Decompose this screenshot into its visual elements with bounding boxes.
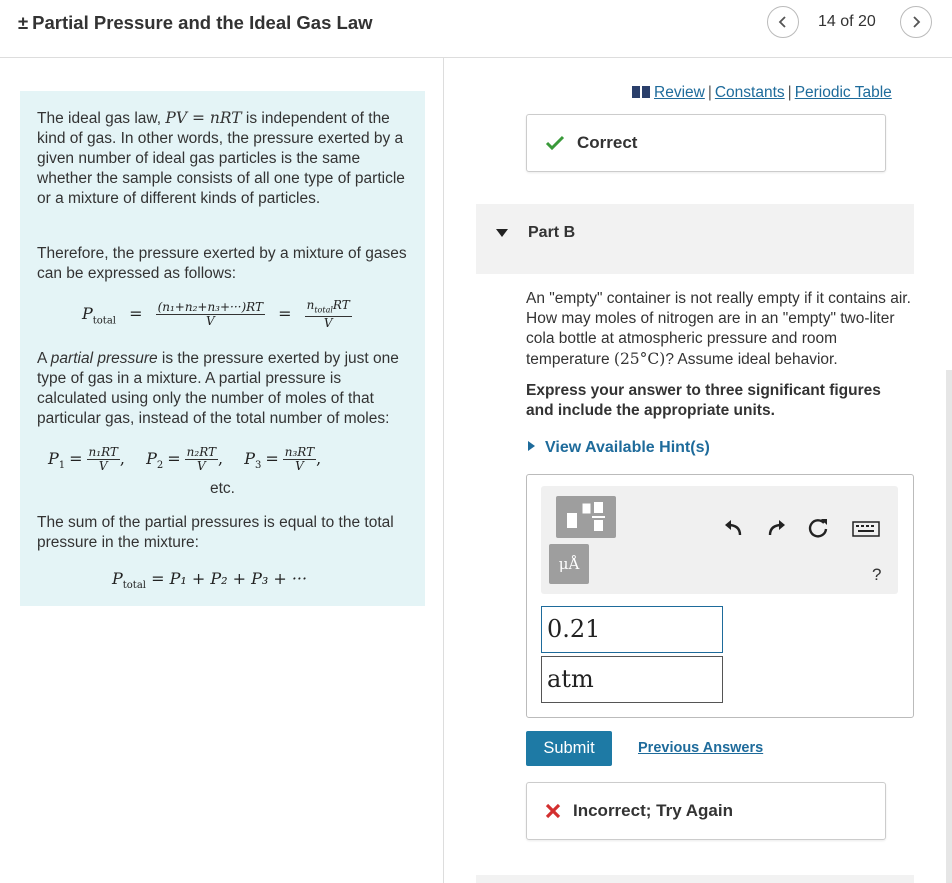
total-pressure-equation: $P_{total}$ = $\frac{\text{(n₁+n₂+n₃+···)RT}}{V}$ = $\frac{n_{total}RT}{V}$ (82, 298, 350, 331)
partial-pressure-equations: $P_1$ = $\frac{\text{n₁RT}}{V}$ , $P_2$ = $\frac{\text{n₂RT}}{V}$ , $P_3$ = $\frac{\text{n₃RT}}{V}$ , (48, 445, 322, 473)
previous-item-button[interactable] (767, 6, 799, 38)
part-label: Part B (528, 224, 576, 241)
title-text: Partial Pressure and the Ideal Gas Law (32, 12, 373, 33)
book-icon (632, 86, 650, 98)
intro-paragraph-4: The sum of the partial pressures is equal to the total pressure in the mixture: (37, 514, 394, 551)
incorrect-feedback: Incorrect; Try Again (526, 782, 886, 840)
part-b-header[interactable] (476, 204, 914, 274)
intro-panel (20, 91, 425, 606)
column-divider (443, 58, 444, 883)
checkmark-icon (545, 135, 565, 151)
answer-value-input[interactable]: 0.21 (541, 606, 723, 653)
review-link[interactable]: Review (654, 84, 705, 101)
math-toolbar (541, 486, 898, 594)
templates-icon (556, 496, 616, 538)
reset-icon[interactable] (807, 517, 829, 539)
units-button[interactable]: μÅ (549, 544, 589, 584)
question-text: An "empty" container is not really empty if it contains air. How may moles of nitrogen are in an "empty" two-liter cola bottle at atmospheric pressure and room temperature (25°C)? Assume ideal behavior. (526, 290, 911, 368)
sum-equation: $P_{total} = P_1 + P_2 + P_3$ + ··· (112, 569, 308, 592)
answer-panel (526, 474, 914, 718)
chevron-right-icon (909, 15, 923, 29)
next-item-button[interactable] (900, 6, 932, 38)
collapse-triangle-icon[interactable] (496, 229, 508, 237)
question-instruction: Express your answer to three significant figures and include the appropriate units. (526, 382, 881, 419)
undo-icon[interactable] (723, 517, 745, 539)
x-icon (545, 803, 561, 819)
templates-button[interactable] (556, 496, 616, 538)
intro-paragraph-1: The ideal gas law, PV = nRT is independent of the kind of gas. In other words, the pressure exerted by a given number of ideal gas particles is the same whether the sample consists of all one type of particle or a mixture of different kinds of particles. (37, 109, 405, 207)
intro-paragraph-2: Therefore, the pressure exerted by a mixture of gases can be expressed as follows: (37, 245, 407, 282)
expand-collapse-toggle[interactable]: ± (18, 12, 29, 33)
view-hints-toggle[interactable]: View Available Hint(s) (528, 439, 710, 457)
etc-label: etc. (210, 480, 235, 497)
item-counter: 14 of 20 (818, 13, 876, 30)
scrollbar[interactable] (946, 370, 952, 883)
expand-triangle-icon (528, 441, 535, 451)
previous-answers-link[interactable]: Previous Answers (638, 740, 764, 756)
header-bar (0, 0, 952, 58)
correct-feedback: Correct (526, 114, 886, 172)
page-title (18, 12, 373, 34)
chevron-left-icon (776, 15, 790, 29)
help-button[interactable]: ? (872, 565, 882, 584)
ideal-gas-formula: PV = nRT (165, 109, 242, 127)
answer-unit-input[interactable]: atm (541, 656, 723, 703)
redo-icon[interactable] (765, 517, 787, 539)
intro-paragraph-3: A partial pressure is the pressure exerted by just one type of gas in a mixture. A partial pressure is calculated using only the number of moles of that particular gas, instead of the total number of moles: (37, 350, 399, 427)
submit-button[interactable]: Submit (526, 731, 612, 766)
next-part-edge (476, 875, 914, 883)
keyboard-icon[interactable] (851, 518, 881, 540)
constants-link[interactable]: Constants (714, 84, 785, 101)
periodic-table-link[interactable]: Periodic Table (794, 84, 892, 101)
resource-links: Review | Constants | Periodic Table (632, 84, 892, 102)
